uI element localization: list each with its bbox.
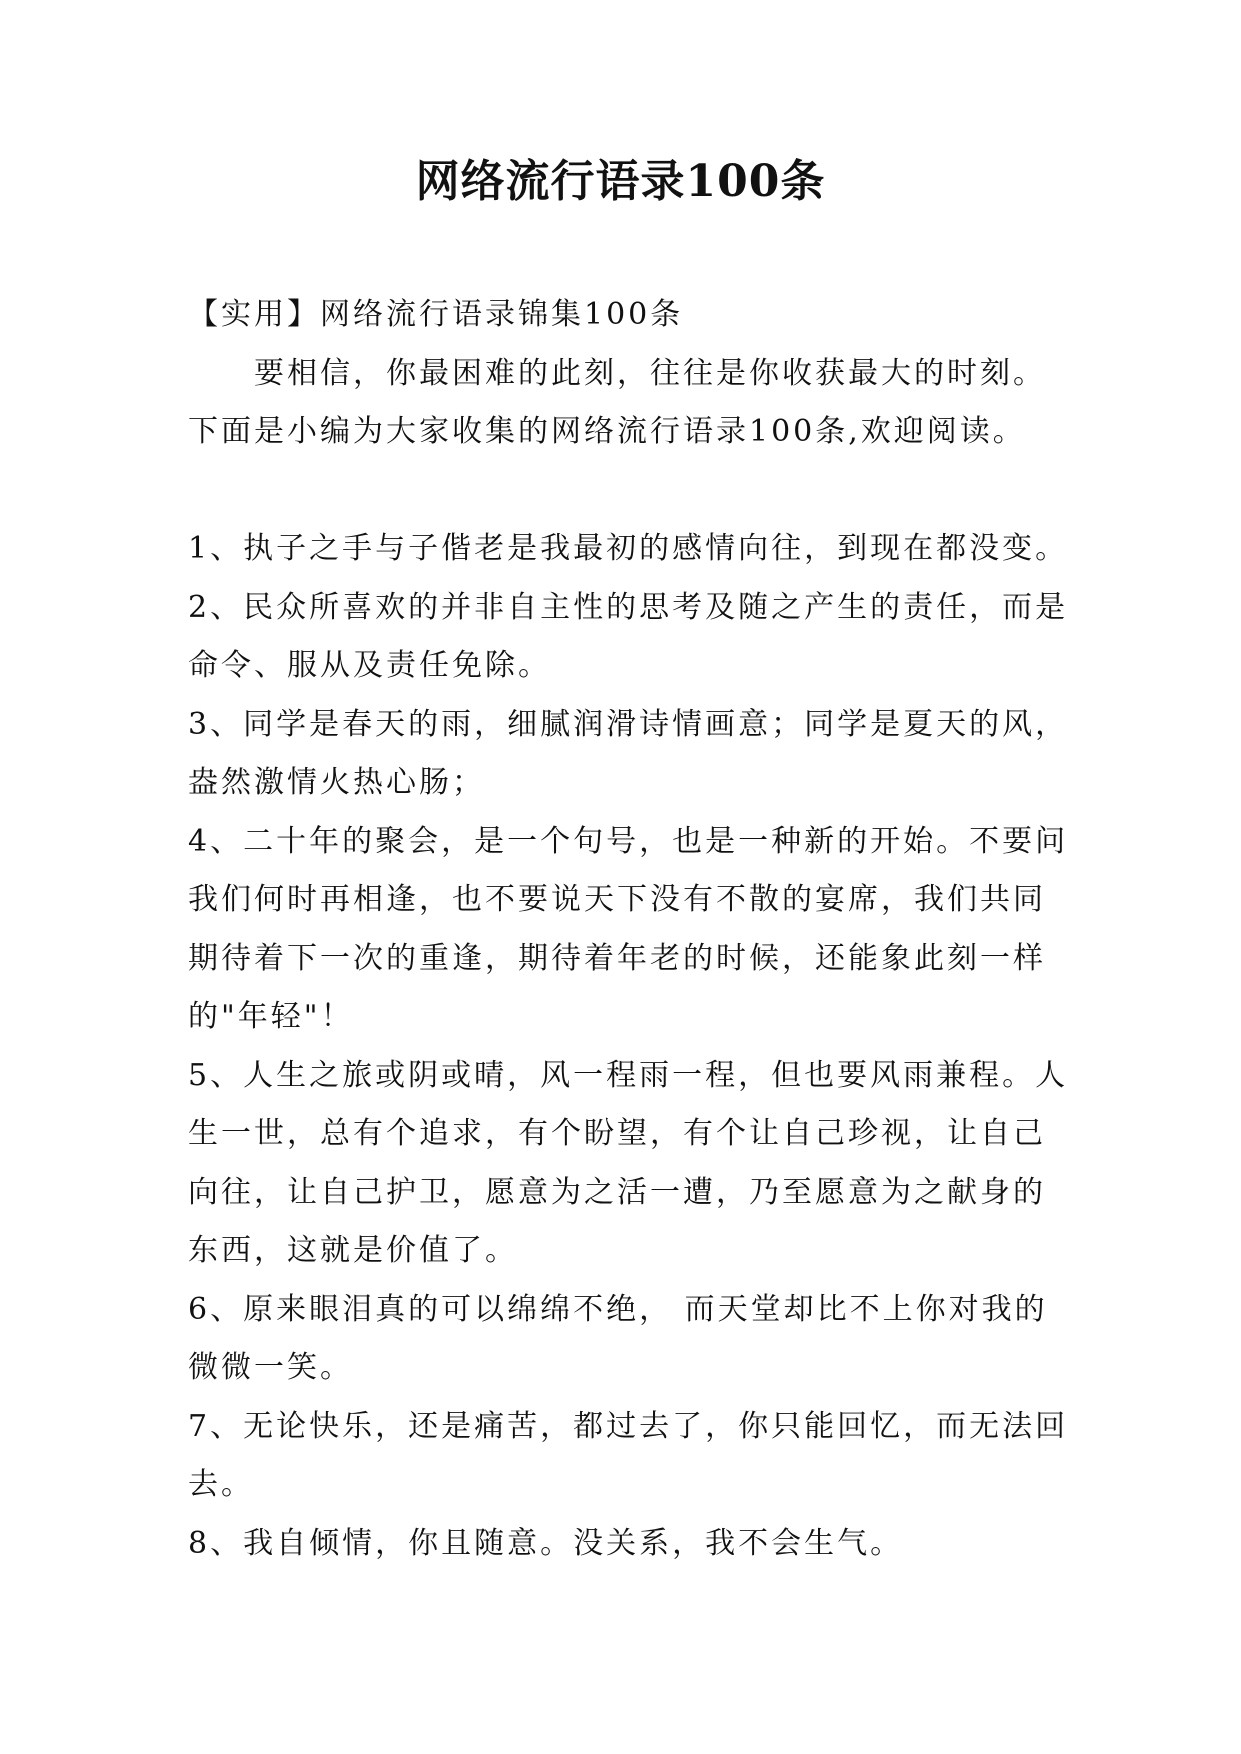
paragraph-spacer	[188, 462, 1070, 521]
quote-item-6: 6、原来眼泪真的可以绵绵不绝， 而天堂却比不上你对我的微微一笑。	[188, 1291, 1048, 1385]
quote-item-2: 2、民众所喜欢的并非自主性的思考及随之产生的责任，而是命令、服从及责任免除。	[188, 589, 1069, 683]
quote-item-3: 3、同学是春天的雨，细腻润滑诗情画意；同学是夏天的风，盎然激情火热心肠；	[188, 706, 1069, 800]
document-title: 网络流行语录100条	[415, 156, 826, 207]
quote-item-5: 5、人生之旅或阴或晴，风一程雨一程，但也要风雨兼程。人生一世，总有个追求，有个盼望，有个让自己珍视，让自己向往，让自己护卫，愿意为之活一遭，乃至愿意为之献身的东西，这就是价值了。	[188, 1057, 1069, 1268]
intro-paragraph: 要相信，你最困难的此刻，往往是你收获最大的时刻。下面是小编为大家收集的网络流行语录100条,欢迎阅读。	[188, 355, 1046, 449]
document-body	[188, 286, 1070, 1573]
quote-item-8: 8、我自倾情，你且随意。没关系，我不会生气。	[188, 1525, 904, 1561]
quote-item-7: 7、无论快乐，还是痛苦，都过去了，你只能回忆，而无法回去。	[188, 1408, 1069, 1502]
quote-item-4: 4、二十年的聚会，是一个句号，也是一种新的开始。不要问我们何时再相逢，也不要说天下没有不散的宴席，我们共同期待着下一次的重逢，期待着年老的时候，还能象此刻一样的"年轻"！	[188, 823, 1069, 1034]
quote-item-1: 1、执子之手与子偕老是我最初的感情向往，到现在都没变。	[188, 531, 1069, 566]
document-subtitle: 【实用】网络流行语录锦集100条	[188, 297, 684, 332]
